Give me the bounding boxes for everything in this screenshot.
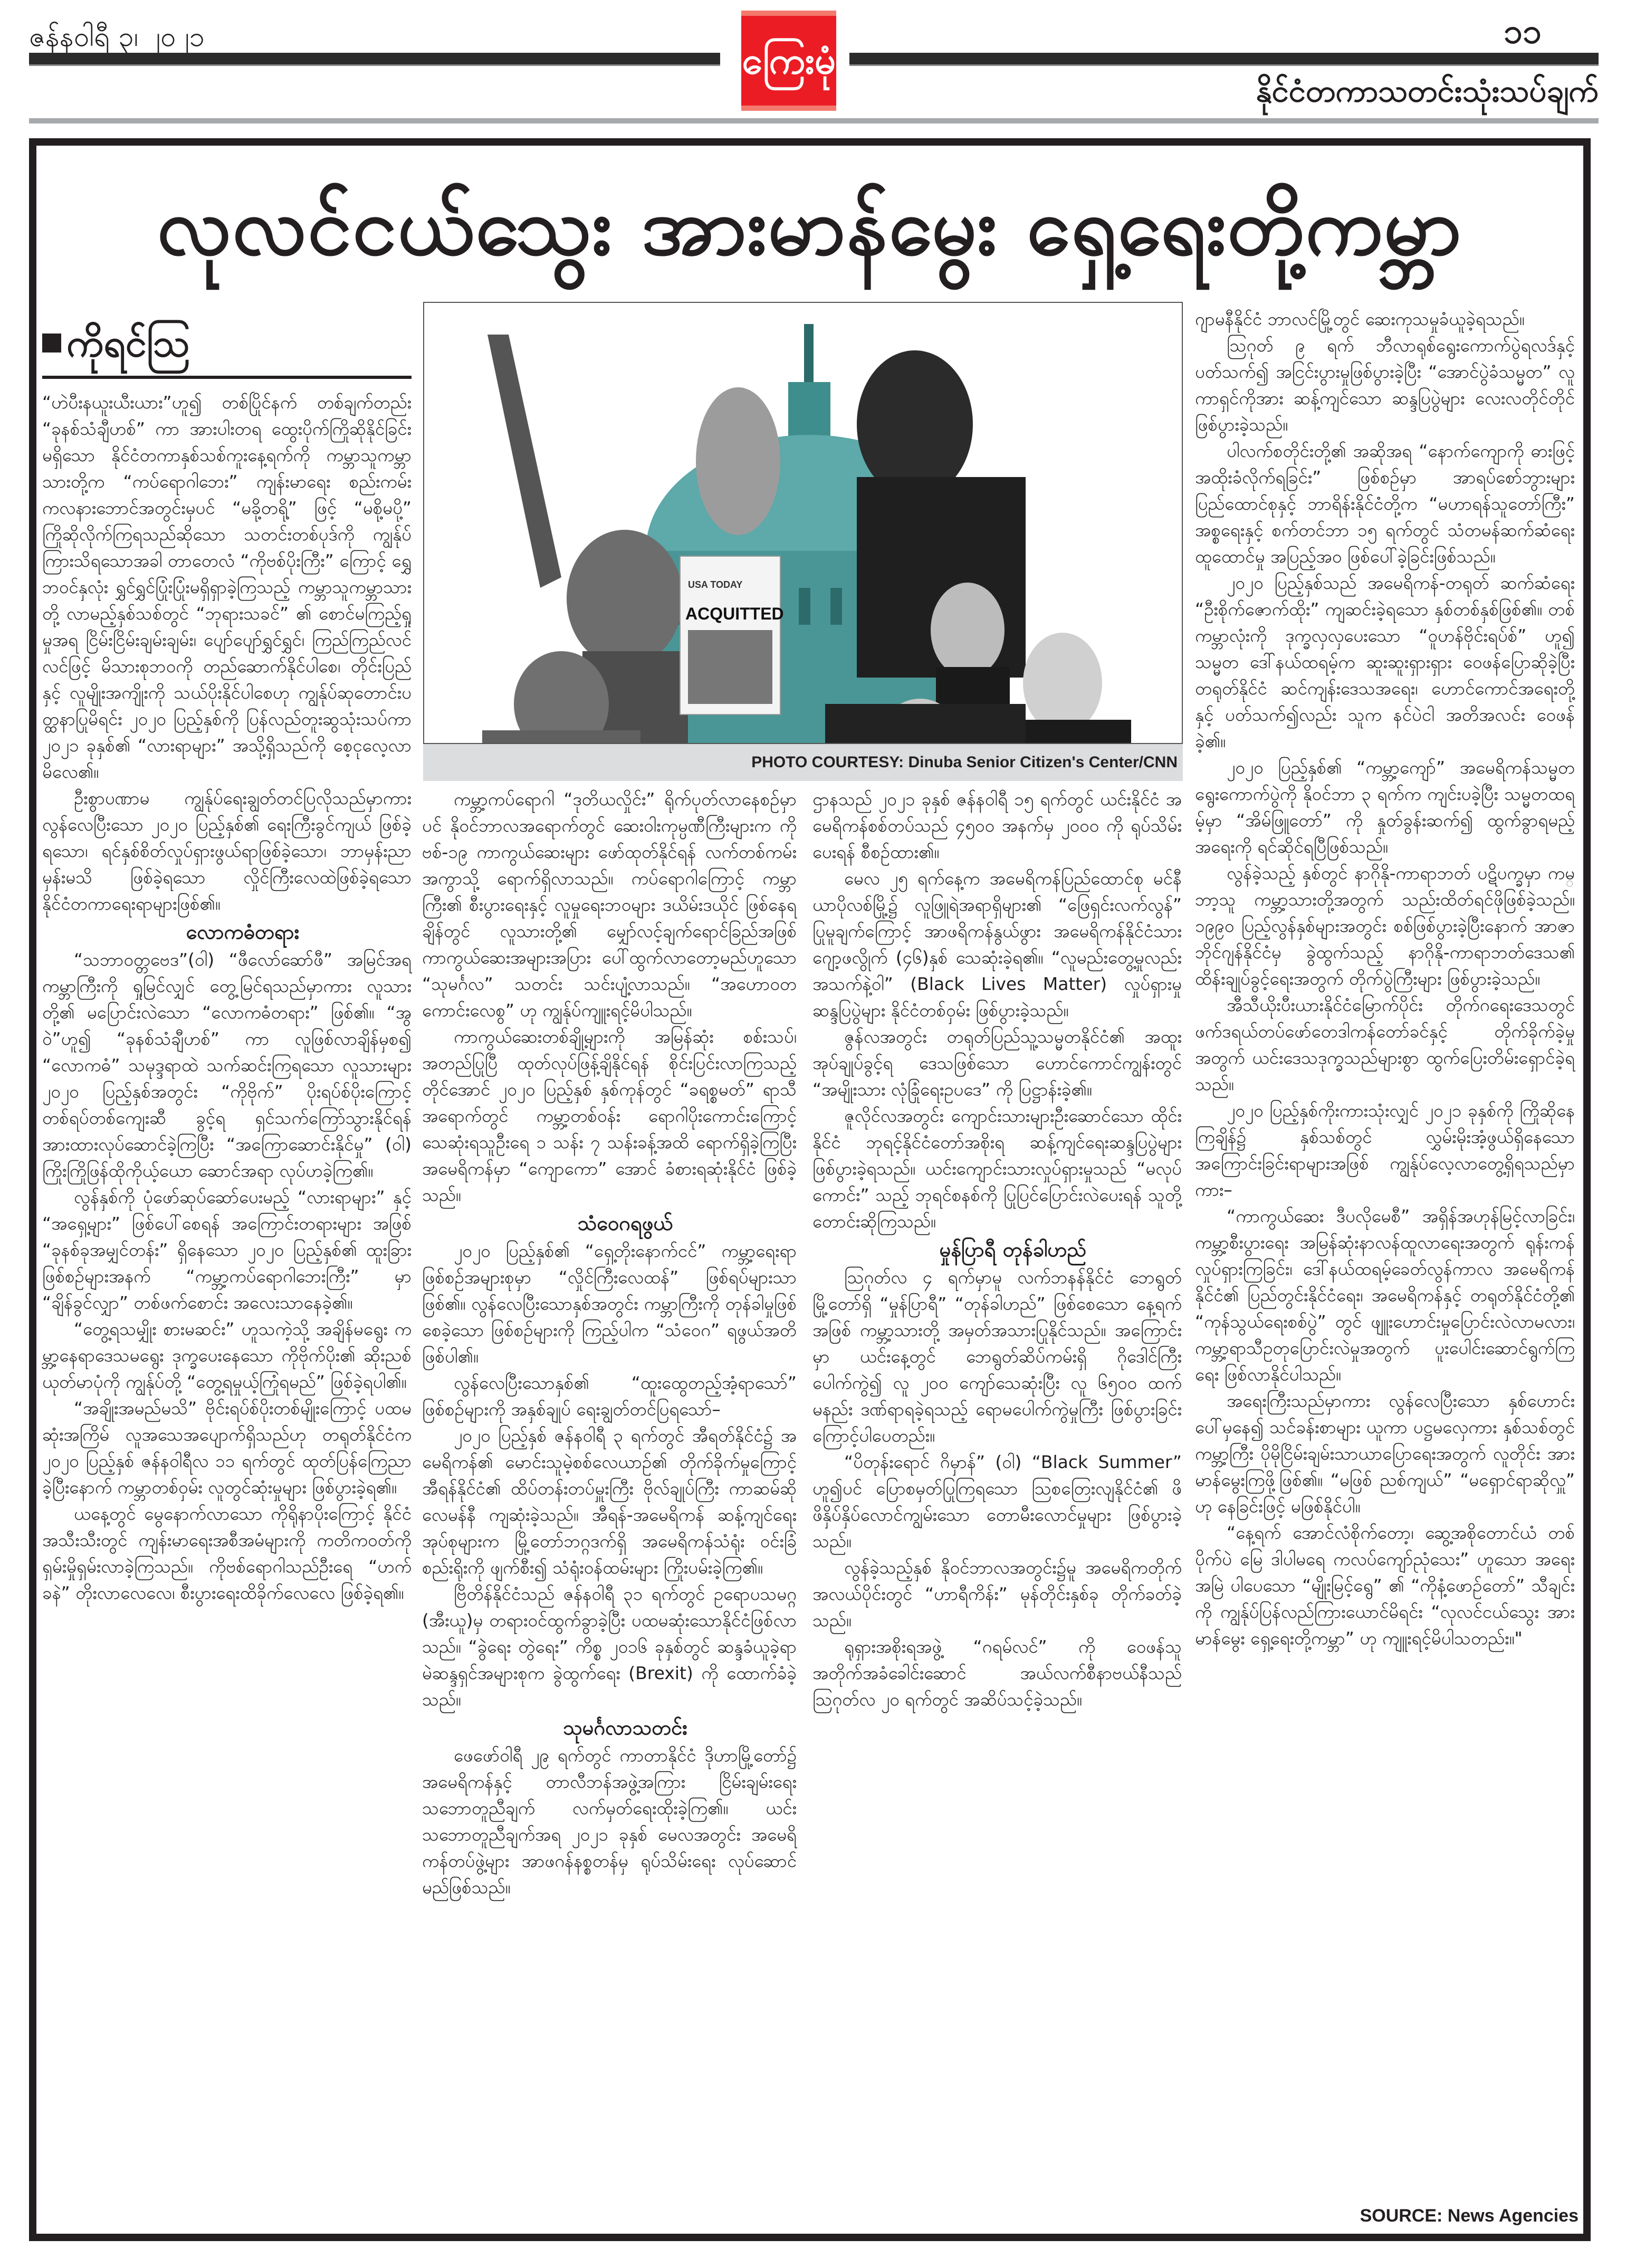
paragraph: ဩဂုတ် ၉ ရက် ဘီလာရုစ်ရွေးကောက်ပွဲရလဒ်နှင့် ပတ်သက်၍ အငြင်းပွားမှုဖြစ်ပွားခဲ့ပြီး “အောင်ပွဲခံသမ္မတ” လူကာရှင်ကိုအား ဆန့်ကျင်သော ဆန္ဒပြပွဲများ လေးလတိုင်တိုင် ဖြစ်ပွားခဲ့သည်။ xyxy=(1195,335,1575,435)
paragraph: ဌာနသည် ၂၀၂၁ ခုနှစ် ဇန်နဝါရီ ၁၅ ရက်တွင် ယင်းနိုင်ငံ အမေရိကန်စစ်တပ်သည် ၄၅၀၀ အနက်မှ ၂၀၀၀ ကို ရုပ်သိမ်းပေးရန် စီစဉ်ထား၏။ xyxy=(812,789,1182,862)
paragraph: ၂၀၂၀ ပြည့်နှစ်၏ “ကမ္ဘာ့ကျော်” အမေရိကန်သမ္မတ ရွေးကောက်ပွဲကို နိုဝင်ဘာ ၃ ရက်က ကျင်းပခဲ့ပြီး သမ္မတထရမ့်မှာ “အိမ်ဖြူတော်” ကို နှုတ်ခွန်းဆက်၍ ထွက်ခွာရမည့်အရေးကို ရင်ဆိုင်ရပြီဖြစ်သည်။ xyxy=(1195,757,1575,857)
newspaper-masthead: USA TODAY xyxy=(688,579,743,590)
paragraph: ကာကွယ်ဆေးတစ်ချို့များကို အမြန်ဆုံး စစ်းသပ်၊ အတည်ပြုပြီ ထုတ်လုပ်ဖြန့်ချိနိုင်ရန် စိုင်းပြင်းလာကြသည့် တိုင်အောင် ၂၀၂၀ ပြည့်နှစ် နှစ်ကုန်တွင် “ခရစ္စမတ်” ရာသီ အရောက်တွင် ကမ္ဘာ့တစ်ဝန်း ရောဂါပိုးကောင်းကြောင့် သေဆုံးရသူဦးရေ ၁ သန်း ၇ သန်းခန့်အထိ ရောက်ရှိခဲ့ကြပြီး အမေရိကန်မှာ “ကျောကော” အောင် ခံစားရဆုံးနိုင်ငံ ဖြစ်ခဲ့သည်။ xyxy=(422,1026,797,1205)
paragraph: ရုရှားအစိုးရအဖွဲ့ “ဂရမ်လင်” ကို ဝေဖန်သူ အတိုက်အခံခေါင်းဆောင် အယ်လက်စီနာဗယ်နီသည် ဩဂုတ်လ ၂၀ ရက်တွင် အဆိပ်သင့်ခဲ့သည်။ xyxy=(812,1636,1182,1710)
paragraph: ၂၀၂၀ ပြည့်နှစ်ကိုးကားသုံးလျှင် ၂၀၂၁ ခုနှစ်ကို ကြိုဆိုနေကြချိန်၌ နှစ်သစ်တွင် လွှမ်းမိုးအံ့ဖွယ်ရှိနေသော အကြောင်းခြင်းရာများအဖြစ် ကျွန်ုပ်လေ့လာတွေ့ရှိရသည်မှာကား– xyxy=(1195,1100,1575,1200)
article-column-1 xyxy=(42,317,412,1606)
paragraph: လွန်လေပြီးသောနှစ်၏ “ထူးထွေတည့်အံ့ရာသော်” ဖြစ်စဉ်များကို အနှစ်ချုပ် ရေးချွတ်တင်ပြရသော်– xyxy=(422,1373,797,1419)
paragraph: လွန်နှစ်ကို ပုံဖော်ဆုပ်ဆော်ပေးမည့် “လားရာများ” နှင့် “အရှေ့များ” ဖြစ်ပေါ်စေရန် အကြောင်းတရားများ အဖြစ် “ခုနစ်ခုအမျှင်တန်း” ရှိနေသော ၂၀၂၀ ပြည့်နှစ်၏ ထူးခြားဖြစ်စဉ်များအနက် “ကမ္ဘာ့ကပ်ရောဂါဘေးကြီး” မှာ “ချိန်ခွင်လျှာ” တစ်ဖက်စောင်း အလေးသာနေခဲ့၏။ xyxy=(42,1187,412,1313)
author-name: ကိုရင်ဩ xyxy=(66,321,190,365)
byline xyxy=(42,317,412,379)
paragraph: အရေးကြီးသည်မှာကား လွန်လေပြီးသော နှစ်ဟောင်းပေါ်မှနေ၍ သင်ခန်းစာများ ယူကာ ပဋ္ဌမလှေကား နှစ်သစ်တွင် ကမ္ဘာ့ကြီး ပိုမိုငြိမ်းချမ်းသာယာပြောရေးအတွက် လူတိုင်း အားမာန်မွေးကြဖို့ဖြစ်၏။ “မဖြစ် ညစ်ကျယ်” “မရှောင်ရာဆိုလှူ” ဟု နေခြင်းဖြင့် မဖြစ်နိုင်ပါ။ xyxy=(1195,1390,1575,1517)
page-number: ၁၁ xyxy=(1504,12,1542,51)
paragraph: “အချိုးအမည်မသိ” ဗိုင်းရပ်စ်ပိုးတစ်မျိုးကြောင့် ပထမဆုံးအကြိမ် လူအသေအပျောက်ရှိသည်ဟု တရုတ်နိုင်ငံက ၂၀၂၀ ပြည့်နှစ် ဇန်နဝါရီလ ၁၁ ရက်တွင် ထုတ်ပြန်ကြေညာခဲ့ပြီးနောက် ကမ္ဘာတစ်ဝှမ်း လူတွင်ဆုံးမှုများ ဖြစ်ပွားခဲ့ရ၏။ xyxy=(42,1398,412,1498)
paragraph: “ပိတုန်းရောင် ဂိမှာန်” (ဝါ) “Black Summer” ဟူ၍ပင် ပြောစမှတ်ပြုကြရသော ဩစတြေးလျနိုင်ငံ၏ ဖိဖိနှိပ်နှိပ်လောင်ကျွမ်းသော တောမီးလောင်မှုများ ဖြစ်ပွားခဲ့သည်။ xyxy=(812,1452,1182,1551)
paragraph: ဇွန်လအတွင်း တရုတ်ပြည်သူ့သမ္မတနိုင်ငံ၏ အထူးအုပ်ချုပ်ခွင့်ရ ဒေသဖြစ်သော ဟောင်ကောင်ကျွန်းတွင် “အမျိုးသား လုံခြုံရေးဥပဒေ” ကို ပြဋ္ဌာန်းခဲ့၏။ xyxy=(812,1026,1182,1100)
paragraph: ဦးစွာပဏာမ ကျွန်ုပ်ရေးချွတ်တင်ပြလိုသည်မှာကား လွန်လေပြီးသော ၂၀၂၀ ပြည့်နှစ်၏ ရေးကြီးခွင်ကျယ် ဖြစ်ခဲ့ရသော၊ ရင်နှစ်စိတ်လှုပ်ရှားဖွယ်ရာဖြစ်ခဲ့သော၊ ဘာမှန်းညာမှန်းမသိ ဖြစ်ခဲ့ရသော လှိုင်ကြီးလေထဲဖြစ်ခဲ့ရသော နိုင်ငံတကာရေးရာများဖြစ်၏။ xyxy=(42,788,412,914)
paragraph: ဂျာမနီနိုင်ငံ ဘာလင်မြို့တွင် ဆေးကုသမှုခံယူခဲ့ရသည်။ xyxy=(1195,309,1525,329)
paragraph: ၂၀၂၀ ပြည့်နှစ်၏ “ရှေ့တိုးနောက်ငင်” ကမ္ဘာ့ရေးရာ ဖြစ်စဉ်အများစုမှာ “လှိုင်ကြီးလေထန်” ဖြစ်ရပ်များသာ ဖြစ်၏။ လွန်လေပြီးသောနှစ်အတွင်း ကမ္ဘာကြီးကို တုန်ခါမှုဖြစ်စေခဲ့သော ဖြစ်စဉ်များကို ကြည့်ပါက “သံဝေဂ” ရဖွယ်အတိဖြစ်ပါ၏။ xyxy=(422,1241,797,1367)
paragraph: ယနေ့တွင် မွေနောက်လာသော ကိုရိုနာပိုးကြောင့် နိုင်ငံအသီးသီးတွင် ကျန်းမာရေးအစီအမံများကို ကတိကဝတ်ကို ရှမ်းမှိုရှမ်းလာခဲ့ကြသည်။ ကိုဗစ်ရောဂါသည်ဦးရေ “ဟက်ခနဲ” တိုးလာလေလေ၊ စီးပွားရေးထိခိုက်လေလေ ဖြစ်ခဲ့ရ၏။ xyxy=(42,1503,412,1603)
paragraph: ၂၀၂၀ ပြည့်နှစ်သည် အမေရိကန်-တရုတ် ဆက်ဆံရေး “ဦးစိုက်ဇောက်ထိုး” ကျဆင်းခဲ့ရသော နှစ်တစ်နှစ်ဖြစ်၏။ တစ်ကမ္ဘာလုံးကို ဒုက္ခလှလှပေးသော “ဝူဟန်ဗိုင်းရပ်စ်” ဟူ၍ သမ္မတ ဒေါ်နယ်ထရမ့်က ဆူးဆူးရှားရှား ဝေဖန်ပြောဆိုခဲ့ပြီး တရုတ်နိုင်ငံ ဆင်ကျန်းဒေသအရေး၊ ဟောင်ကောင်အရေးတို့နှင့် ပတ်သက်၍လည်း သူက နင်ပဲငါ အတိအလင်း ဝေဖန်ခဲ့၏။ xyxy=(1195,573,1575,751)
article-column-2 xyxy=(422,786,797,1901)
subheading: လောကဓံတရား xyxy=(186,920,300,944)
photo-caption: PHOTO COURTESY: Dinuba Senior Citizen's Center/CNN xyxy=(423,744,1183,781)
paragraph: ဩဂုတ်လ ၄ ရက်မှာမူ လက်ဘနန်နိုင်ငံ ဘေရွတ်မြို့တော်ရှိ “မှုန်ပြာရီ” “တုန်ခါဟည်” ဖြစ်စေသော နေ့ရက်အဖြစ် ကမ္ဘာ့သားတို့ အမှတ်အသားပြုနိုင်သည်။ အကြောင်းမှာ ယင်းနေ့တွင် ဘေရွတ်ဆိပ်ကမ်းရှိ ဂိုဒေါင်ကြီး ပေါက်ကွဲ၍ လူ ၂၀၀ ကျော်သေဆုံးပြီး လူ ၆၅၀၀ ထက်မနည်း ဒဏ်ရာရခဲ့ရသည့် ရောမပေါက်ကွဲမှုကြီး ဖြစ်ပွားခြင်းကြောင့်ပါပေတည်း။ xyxy=(812,1267,1182,1446)
article-column-4 xyxy=(1195,306,1575,1652)
paragraph: လွန်ခဲ့သည့်နှစ် နိုဝင်ဘာလအတွင်း၌မူ အမေရိကတိုက် အလယ်ပိုင်းတွင် “ဟာရီကိန်း” မုန်တိုင်းနှစ်ခု တိုက်ခတ်ခဲ့သည်။ xyxy=(812,1557,1182,1631)
header-bar-left xyxy=(29,53,720,66)
subheading: သံဝေဂရဖွယ် xyxy=(577,1212,673,1235)
subheading: မှုန်ပြာရီ တုန်ခါဟည် xyxy=(939,1238,1087,1261)
subheading: သုမင်္ဂလာသတင်း xyxy=(563,1716,687,1739)
paragraph: မေလ ၂၅ ရက်နေ့က အမေရိကန်ပြည်ထောင်စု မင်နီယာပိုလစ်မြို့၌ လူဖြူရဲအရာရှိများ၏ “ဖြေရှင်းလက်လွန်” ပြုမူချက်ကြောင့် အာဖရိကန်နွယ်ဖွား အမေရိကန်နိုင်ငံသား ဂျော့ဖလွိုက် (၄၆)နှစ် သေဆုံးခဲ့ရ၏။ “လူမည်းတွေ့မှုလည်း အသက်နဲ့ဝါ” (Black Lives Matter) လှုပ်ရှားမှု ဆန္ဒပြပွဲများ နိုင်ငံတစ်ဝှမ်း ဖြစ်ပွားခဲ့သည်။ xyxy=(812,868,1182,1021)
paragraph: ဇူလိုင်လအတွင်း ကျောင်းသားများဦးဆောင်သော ထိုင်းနိုင်ငံ ဘုရင့်နိုင်ငံတော်အစိုးရ ဆန့်ကျင်ရေးဆန္ဒပြပွဲများ ဖြစ်ပွားခဲ့ရသည်။ ယင်းကျောင်းသားလှုပ်ရှားမှုသည် “မလုပ်ကောင်း” သည့် ဘုရင်စနစ်ကို ပြုပြင်ပြောင်းလဲပေးရန် သူတို့တောင်းဆိုကြသည်။ xyxy=(812,1106,1182,1232)
source-credit: SOURCE: News Agencies xyxy=(1360,2206,1579,2226)
paragraph: လွန်ခဲ့သည့် နှစ်တွင် နာဂိုနို-ကာရာဘတ် ပဋိပက္ခမှာ ကမ္ဘာ့သူ ကမ္ဘာ့သားတို့အတွက် သည်းထိတ်ရင်ဖိုဖြစ်ခဲ့သည်။ ၁၉၉၀ ပြည့်လွန်နှစ်များအတွင်း စစ်ဖြစ်ပွားခဲ့ပြီးနောက် အာဇာဘိုင်ဂျန်နိုင်ငံမှ ခွဲထွက်သည့် နာဂိုနို-ကာရာဘတ်ဒေသ၏ ထိန်းချုပ်ခွင့်ရေးအတွက် တိုက်ပွဲကြီးများ ဖြစ်ပွားခဲ့သည်။ xyxy=(1195,863,1575,989)
logo-text: ကြေးမုံ xyxy=(742,39,836,82)
section-title: နိုင်ငံတကာသတင်းသုံးသပ်ချက် xyxy=(1256,73,1599,109)
newspaper-headline: ACQUITTED xyxy=(685,604,784,623)
header-rule xyxy=(29,118,1599,123)
paragraph: “သဘာဝတ္တဗေဒ”(ဝါ) “ဖီလော်ဆော်ဖီ” အမြင်အရ ကမ္ဘာကြီးကို ရှုမြင်လျှင် တွေ့မြင်ရသည်မှာကား လူသားတို့၏ မပြောင်းလဲသော “လောကဓံတရား” ဖြစ်၏။ “အွဝဲ”ဟူ၍ “ခုနစ်သံချီဟစ်” ကာ လူဖြစ်လာချိန်မှစ၍ “လောကဓံ” သမုဒ္ဒရာထဲ သက်ဆင်းကြရသော လူသားများ ၂၀၂၀ ပြည့်နှစ်အတွင်း “ကိုဗိုက်” ပိုးရပ်စ်ပိုးကြောင့် တစ်ရပ်တစ်ကျေးဆီ ခွင့်ရ ရှင်သက်ကြော်သွားနိုင်ရန် အားထားလုပ်ဆောင်ခဲ့ကြပြီး “အကြောဆောင်းနိုင်မှု” (ဝါ) ကြိုးကြိုဖြန်ထိုကိုယ့်ယော ဆောင်အရာ လုပ်ဟခဲ့ကြ၏။ xyxy=(42,949,412,1181)
photo-collage xyxy=(424,303,1182,743)
issue-date: ဇန်နဝါရီ ၃၊ ၂၀၂၁ xyxy=(29,21,205,53)
paragraph: ပါလက်စတိုင်းတို့၏ အဆိုအရ “နောက်ကျောကို ဓားဖြင့် အထိုးခံလိုက်ရခြင်း” ဖြစ်စဉ်မှာ အာရပ်စော်ဘွားများ ပြည်ထောင်စုနှင့် ဘာရိန်းနိုင်ငံတို့က “မဟာရန်သူတော်ကြီး” အစ္စရေးနှင့် စက်တင်ဘာ ၁၅ ရက်တွင် သံတမန်ဆက်ဆံရေးထူထောင်မှု အပြည့်အဝ ဖြစ်ပေါ်ခဲ့ခြင်းဖြစ်သည်။ xyxy=(1195,441,1575,567)
newspaper-prop xyxy=(680,556,784,714)
byline-square-icon xyxy=(42,333,61,352)
paragraph: အီသီယိုးပီးယားနိုင်ငံမြောက်ပိုင်း တိုက်ဂရေးဒေသတွင် ဖက်ဒရယ်တပ်ဖော်တေဒါကန်တော်ခင်နှင့် တိုက်ခိုက်ခဲ့မှုအတွက် ယင်းဒေသဒုက္ခသည်များစွာ ထွက်ပြေးတိမ်းရှောင်ခဲ့ရသည်။ xyxy=(1195,995,1575,1094)
paragraph: ဗြိတိန်နိုင်ငံသည် ဇန်နဝါရီ ၃၁ ရက်တွင် ဥရောပသမဂ္ဂ (အီးယူ)မှ တရားဝင်ထွက်ခွာခဲ့ပြီး ပထမဆုံးသောနိုင်ငံဖြစ်လာသည်။ “ခွဲရေး တွဲရေး” ကိစ္စ ၂၀၁၆ ခုနှစ်တွင် ဆန္ဒခံယူခဲ့ရာ မဲဆန္ဒရှင်အများစုက ခွဲထွက်ရေး (Brexit) ကို ထောက်ခံခဲ့သည်။ xyxy=(422,1584,797,1710)
paragraph: “ဟဲပီးနယူးယီးယား”ဟူ၍ တစ်ပြိုင်နက် တစ်ချက်တည်း “ခုနစ်သံချီဟစ်” ကာ အားပါးတရ ထွေးပိုက်ကြိုဆိုနိုင်ခြင်း မရှိသော နိုင်ငံတကာနှစ်သစ်ကူးနေ့ရက်ကို ကမ္ဘာသူကမ္ဘာသားတို့က “ကပ်ရောဂါဘေး” ကျန်းမာရေး စည်းကမ်း ကလနားဘောင်အတွင်းမှပင် “မခို့တရို့” ဖြင့် “မစို့မပို့” ကြိုဆိုလိုက်ကြရသည်ဆိုသော သတင်းတစ်ပုဒ်ကို ကျွန်ုပ်ကြားသိရသောအခါ တာတေလံ “ကိုဗစ်ပိုးကြီး” ကြောင့် ရွှေဘဝင်နှလုံး ရွှင်ရွှင်ပြုံးပြုံးမရှိရှာခဲ့ကြသည့် ကမ္ဘာသူကမ္ဘာသားတို့ လာမည့်နှစ်သစ်တွင် “ဘုရားသခင်” ၏ စောင်မကြည့်ရှုမှုအရ ငြိမ်းငြိမ်းချမ်းချမ်း၊ ပျော်ပျော်ရွှင်ရွှင်၊ ကြည်ကြည်လင်လင်ဖြင့် မိသားစုဘဝကို တည်ဆောက်နိုင်ပါစေ၊ တိုင်းပြည်နှင့် လူမျိုးအကျိုးကို သယ်ပိုးနိုင်ပါစေဟု ကျွန်ုပ်ဆုတောင်းပတ္ထနာပြုမိရင်း ၂၀၂၀ ပြည့်နှစ်ကို ပြန်လည်တူးဆွသုံးသပ်ကာ ၂၀၂၁ ခုနှစ်၏ “လားရာများ” အသို့ရှိသည်ကို စေ့ငုလေ့လာမိလေ၏။ xyxy=(42,392,412,782)
header-bar-right xyxy=(849,53,1599,66)
paragraph: ၂၀၂၀ ပြည့်နှစ် ဇန်နဝါရီ ၃ ရက်တွင် အီရတ်နိုင်ငံ၌ အမေရိကန်၏ မောင်းသူမဲ့စစ်လေယာဉ်၏ တိုက်ခိုက်မှုကြောင့် အီရန်နိုင်ငံ၏ ထိပ်တန်းတပ်မှူးကြီး ဗိုလ်ချုပ်ကြီး ကာဆမ်ဆိုလေမန်နီ ကျဆုံးခဲ့သည်။ အီရန်-အမေရိကန် ဆန့်ကျင်ရေးအုပ်စုများက မြို့တော်ဘဂ္ဂဒက်ရှိ အမေရိကန်သံရုံး ဝင်းခြံစည်းရိုးကို ဖျက်စီး၍ သံရုံးဝန်ထမ်းများ ကြိုးပမ်းခဲ့ကြ၏။ xyxy=(422,1425,797,1578)
newspaper-logo xyxy=(741,11,836,111)
article-photo xyxy=(423,302,1183,744)
paragraph: “နေ့ရက် အောင်လံစိုက်တော့၊ ဆွေ့အစိုတောင်ယံ တစ်ပိုက်ပဲ မြေ ဒါပါမရေ ကလပ်ကျော်ညုံသေး” ဟူသော အရေးအမြဲ ပါပေသော “မျိုးမြင့်ရွေ” ၏ “ကိုနံ့ဖောဉ်တော်” သီချင်းကို ကျွန်ုပ်ပြန်လည်ကြားယောင်မိရင်း “လုလင်ငယ်သွေး အားမာန်မွေး ရှေ့ရေးတို့ကမ္ဘာ” ဟု ကျူးရင့်မိပါသတည်း။" xyxy=(1195,1522,1575,1648)
paragraph: ဖေဖော်ဝါရီ ၂၉ ရက်တွင် ကာတာနိုင်ငံ ဒိုဟာမြို့တော်၌ အမေရိကန်နှင့် တာလီဘန်အဖွဲ့အကြား ငြိမ်းချမ်းရေးသဘောတူညီချက် လက်မှတ်ရေးထိုးခဲ့ကြ၏။ ယင်းသဘောတူညီချက်အရ ၂၀၂၁ ခုနှစ် မေလအတွင်း အမေရိကန်တပ်ဖွဲ့များ အာဖဂန်နစ္စတန်မှ ရုပ်သိမ်းရေး လုပ်ဆောင်မည်ဖြစ်သည်။ xyxy=(422,1745,797,1898)
paragraph: “ကာကွယ်ဆေး ဒီပလိုမေစီ” အရှိန်အဟုန်မြင့်လာခြင်း၊ ကမ္ဘာ့စီးပွားရေး အမြန်ဆုံးနာလန်ထူလာရေးအတွက် ရုန်းကန်လှုပ်ရှားကြခြင်း၊ ဒေါ်နယ်ထရမ့်ခေတ်လွန်ကာလ အမေရိကန်နိုင်ငံ၏ ပြည်တွင်းနိုင်ငံရေး၊ အမေရိကန်နှင့် တရုတ်နိုင်ငံတို့၏ “ကုန်သွယ်ရေးစစ်ပွဲ” တွင် ဖျူးဟောင်းမှုပြောင်းလဲလာမလား၊ ကမ္ဘာ့ရာသီဥတုပြောင်းလဲမှုအတွက် ပူးပေါင်းဆောင်ရွက်ကြရေး ဖြစ်လာနိုင်ပါသည်။ xyxy=(1195,1206,1575,1385)
article-headline: လုလင်ငယ်သွေး အားမာန်မွေး ရှေ့ရေးတို့ကမ္ဘာ xyxy=(157,181,1463,273)
article-column-3 xyxy=(812,786,1182,1713)
paragraph: “တွေ့ရသမျှိုး စားမဆင်း” ဟူသကဲ့သို့ အချိန်မရွေး ကမ္ဘာ့နေရာဒေသမရွေး ဒုက္ခပေးနေသော ကိုဗိုက်ပိုး၏ ဆိုးညစ်ယုတ်မာပုံကို ကျွန်ုပ်တို့ “တွေ့ရမှုယ့်ကြုံရမည်” ဖြစ်ခဲ့ရပါ၏။ xyxy=(42,1319,412,1392)
paragraph: ကမ္ဘာ့ကပ်ရောဂါ “ဒုတိယလှိုင်း” ရိုက်ပုတ်လာနေစဉ်မှာပင် နိုဝင်ဘာလအရောက်တွင် ဆေးဝါးကုမ္ပဏီကြီးများက ကိုဗစ်-၁၉ ကာကွယ်ဆေးများ ဖော်ထုတ်နိုင်ရန် လက်တစ်ကမ်းအကွာသို့ ရောက်ရှိလာသည်။ ကပ်ရောဂါကြောင့် ကမ္ဘာကြီး၏ စီးပွားရေးနှင့် လူမှုရေးဘဝများ ဒယိမ်းဒယိုင် ဖြစ်နေရချိန်တွင် လူသားတို့၏ မျှော်လင့်ချက်ရောင်ခြည်အဖြစ် ကာကွယ်ဆေးအများအပြား ပေါ်ထွက်လာတော့မည်ဟူသော “သုမင်္ဂလ” သတင်း သင်းပျံ့လာသည်။ “အဟောဝတကောင်းလေစွ” ဟု ကျွန်ုပ်ကျူးရင့်မိပါသည်။ xyxy=(422,789,797,1021)
